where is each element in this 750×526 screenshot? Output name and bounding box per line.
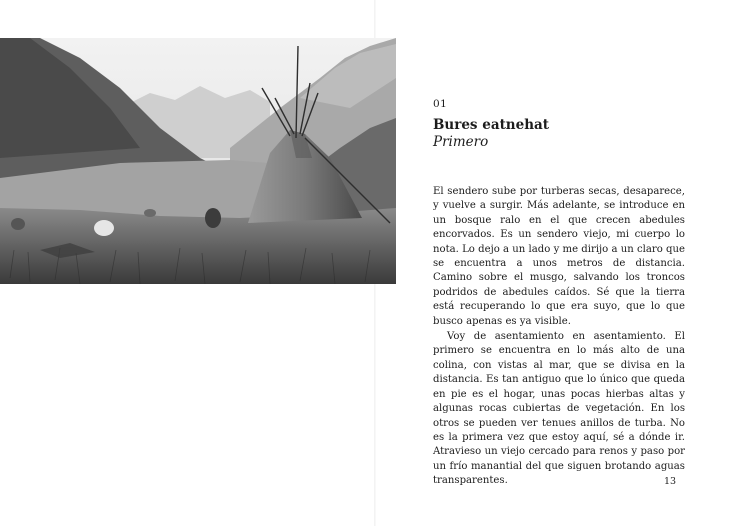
chapter-subtitle: Primero xyxy=(433,134,489,150)
paragraph-2: Voy de asentamiento en asentamiento. El primero se encuentra en lo más alto de una colina, con vistas al mar, que se divisa en la distancia. Es tan antiguo que lo único que queda en pie es el hogar, unas pocas hierbas altas y algunas rocas cubiertas de vegetación. En los otros se pueden ver tenues anillos de turba. No es la primera vez que estoy aquí, sé a dónde ir. Atravieso un viejo cercado para renos y paso por un frío manantial del que siguen brotando aguas transparentes. xyxy=(433,331,685,487)
page-number: 13 xyxy=(664,476,677,487)
chapter-title: Bures eatnehat xyxy=(433,117,550,133)
photograph-lavvu-tent xyxy=(0,38,396,284)
body-text xyxy=(433,185,685,489)
chapter-number: 01 xyxy=(433,98,448,110)
paragraph-1: El sendero sube por turberas secas, desaparece, y vuelve a surgir. Más adelante, se introduce en un bosque ralo en el que crecen abedules encorvados. Es un sendero viejo, mi cuerpo lo nota. Lo dejo a un lado y me dirijo a un claro que se encuentra a unos metros de distancia. Camino sobre el musgo, salvando los troncos podridos de abedules caídos. Sé que la tierra está recuperando lo que era suyo, que lo que busco apenas es ya visible. xyxy=(433,186,685,327)
